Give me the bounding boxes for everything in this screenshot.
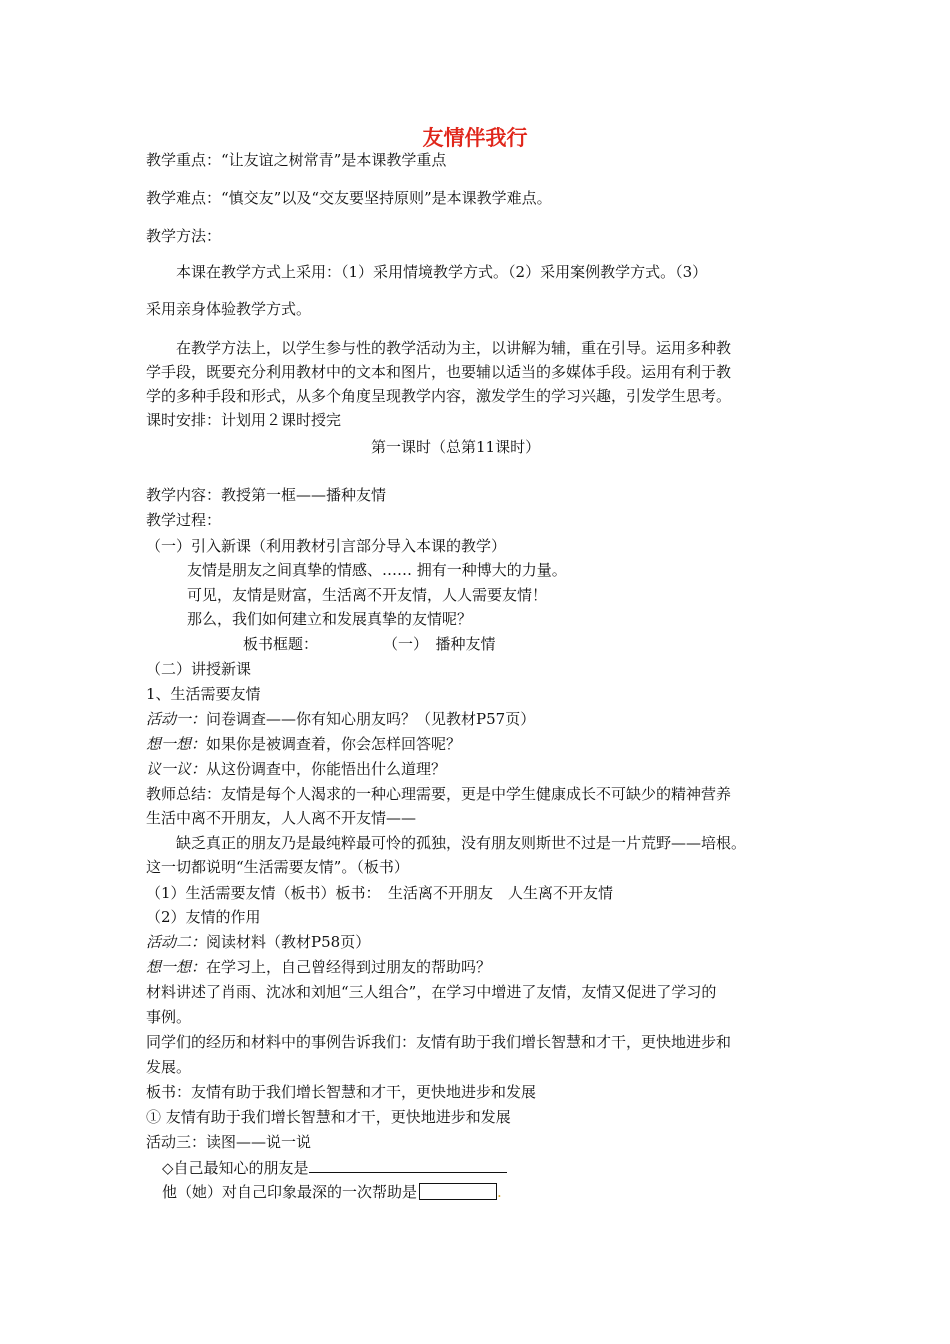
intro-line-2: 可见，友情是财富，生活离不开友情，人人需要友情！: [187, 586, 548, 604]
teaching-difficulty: 教学难点：“慎交友”以及“交友要坚持原则”是本课教学难点。: [146, 189, 552, 207]
material-line-1: 材料讲述了肖雨、沈冰和刘旭“三人组合”，在学习中增进了友情，友情又促进了学习的: [146, 983, 717, 1001]
experience-line-2: 发展。: [146, 1058, 192, 1076]
intro-line-3: 那么，我们如何建立和发展真挚的友情呢？: [187, 610, 473, 628]
fill-in-help: [162, 1182, 502, 1202]
section-1-heading: （一）引入新课（利用教材引言部分导入本课的教学）: [146, 537, 507, 555]
best-friend-blank[interactable]: [309, 1157, 507, 1173]
discuss-1-text: 从这份调查中，你能悟出什么道理？: [206, 760, 447, 778]
teacher-summary-line-1: 教师总结：友情是每个人渴求的一种心理需要，更是中学生健康成长不可缺少的精神营养: [146, 785, 732, 803]
activity-1-text: 问卷调查——你有知心朋友吗？（见教材P57页）: [206, 710, 536, 728]
fill-in-best-friend-label: ◇自己最知心的朋友是: [162, 1159, 309, 1177]
board-point-1: （1）生活需要友情（板书）板书： 生活离不开朋友 人生离不开友情: [146, 884, 614, 902]
schedule: 课时安排：计划用２课时授完: [146, 411, 342, 429]
subsection-1-heading: 1、生活需要友情: [146, 685, 261, 703]
think-1: [146, 734, 461, 754]
activity-2-text: 阅读材料（教材P58页）: [206, 933, 371, 951]
fill-in-help-label: 他（她）对自己印象最深的一次帮助是: [162, 1183, 418, 1201]
quote-line: 缺乏真正的朋友乃是最纯粹最可怜的孤独，没有朋友则斯世不过是一片荒野——培根。: [176, 834, 747, 852]
board-text: 板书：友情有助于我们增长智慧和才干，更快地进步和发展: [146, 1083, 537, 1101]
board-title-text: （一） 播种友情: [383, 635, 496, 653]
yellow-dot-mark: .: [497, 1183, 502, 1201]
teaching-focus: 教学重点：“让友谊之树常青”是本课教学重点: [146, 151, 447, 169]
document-title: 友情伴我行: [422, 126, 528, 150]
teaching-method-heading: 教学方法：: [146, 227, 222, 245]
method-paragraph-1-cont: 采用亲身体验教学方式。: [146, 300, 312, 318]
teacher-summary-line-2: 生活中离不开朋友，人人离不开友情——: [146, 809, 417, 827]
teaching-content: 教学内容：教授第一框——播种友情: [146, 486, 387, 504]
material-line-2: 事例。: [146, 1008, 192, 1026]
think-1-text: 如果你是被调查着，你会怎样回答呢？: [206, 735, 462, 753]
teaching-process-heading: 教学过程：: [146, 511, 222, 529]
section-2-heading: （二）讲授新课: [146, 660, 252, 678]
point-2-heading: （2）友情的作用: [146, 908, 261, 926]
think-2-text: 在学习上，自己曾经得到过朋友的帮助吗？: [206, 958, 492, 976]
board-point-circled-1: ① 友情有助于我们增长智慧和才干，更快地进步和发展: [146, 1108, 511, 1126]
activity-2: [146, 932, 370, 952]
activity-1: [146, 709, 535, 729]
fill-in-best-friend: [162, 1157, 507, 1178]
activity-3-heading: 活动三：读图——说一说: [146, 1133, 312, 1151]
conclusion-line: 这一切都说明“生活需要友情”。（板书）: [146, 858, 409, 876]
lesson-heading: 第一课时（总第11课时）: [371, 438, 541, 456]
discuss-1: [146, 759, 446, 779]
think-1-label: 想一想：: [146, 735, 207, 753]
experience-line-1: 同学们的经历和材料中的事例告诉我们：友情有助于我们增长智慧和才干，更快地进步和: [146, 1033, 732, 1051]
method-paragraph-1: 本课在教学方式上采用：（1）采用情境教学方式。（2）采用案例教学方式。（3）: [176, 263, 708, 281]
activity-1-label: 活动一：: [146, 710, 207, 728]
board-title-label: 板书框题：: [243, 635, 319, 653]
discuss-1-label: 议一议：: [146, 760, 207, 778]
help-blank-box[interactable]: [419, 1183, 497, 1200]
intro-line-1: 友情是朋友之间真挚的情感、…… 拥有一种博大的力量。: [187, 561, 567, 579]
activity-2-label: 活动二：: [146, 933, 207, 951]
think-2: [146, 957, 491, 977]
think-2-label: 想一想：: [146, 958, 207, 976]
method-paragraph-2-line-1: 在教学方法上，以学生参与性的教学活动为主，以讲解为辅，重在引导。运用多种教: [176, 339, 732, 357]
method-paragraph-2-line-3: 学的多种手段和形式，从多个角度呈现教学内容，激发学生的学习兴趣，引发学生思考。: [146, 387, 732, 405]
method-paragraph-2-line-2: 学手段，既要充分利用教材中的文本和图片，也要辅以适当的多媒体手段。运用有利于教: [146, 363, 732, 381]
